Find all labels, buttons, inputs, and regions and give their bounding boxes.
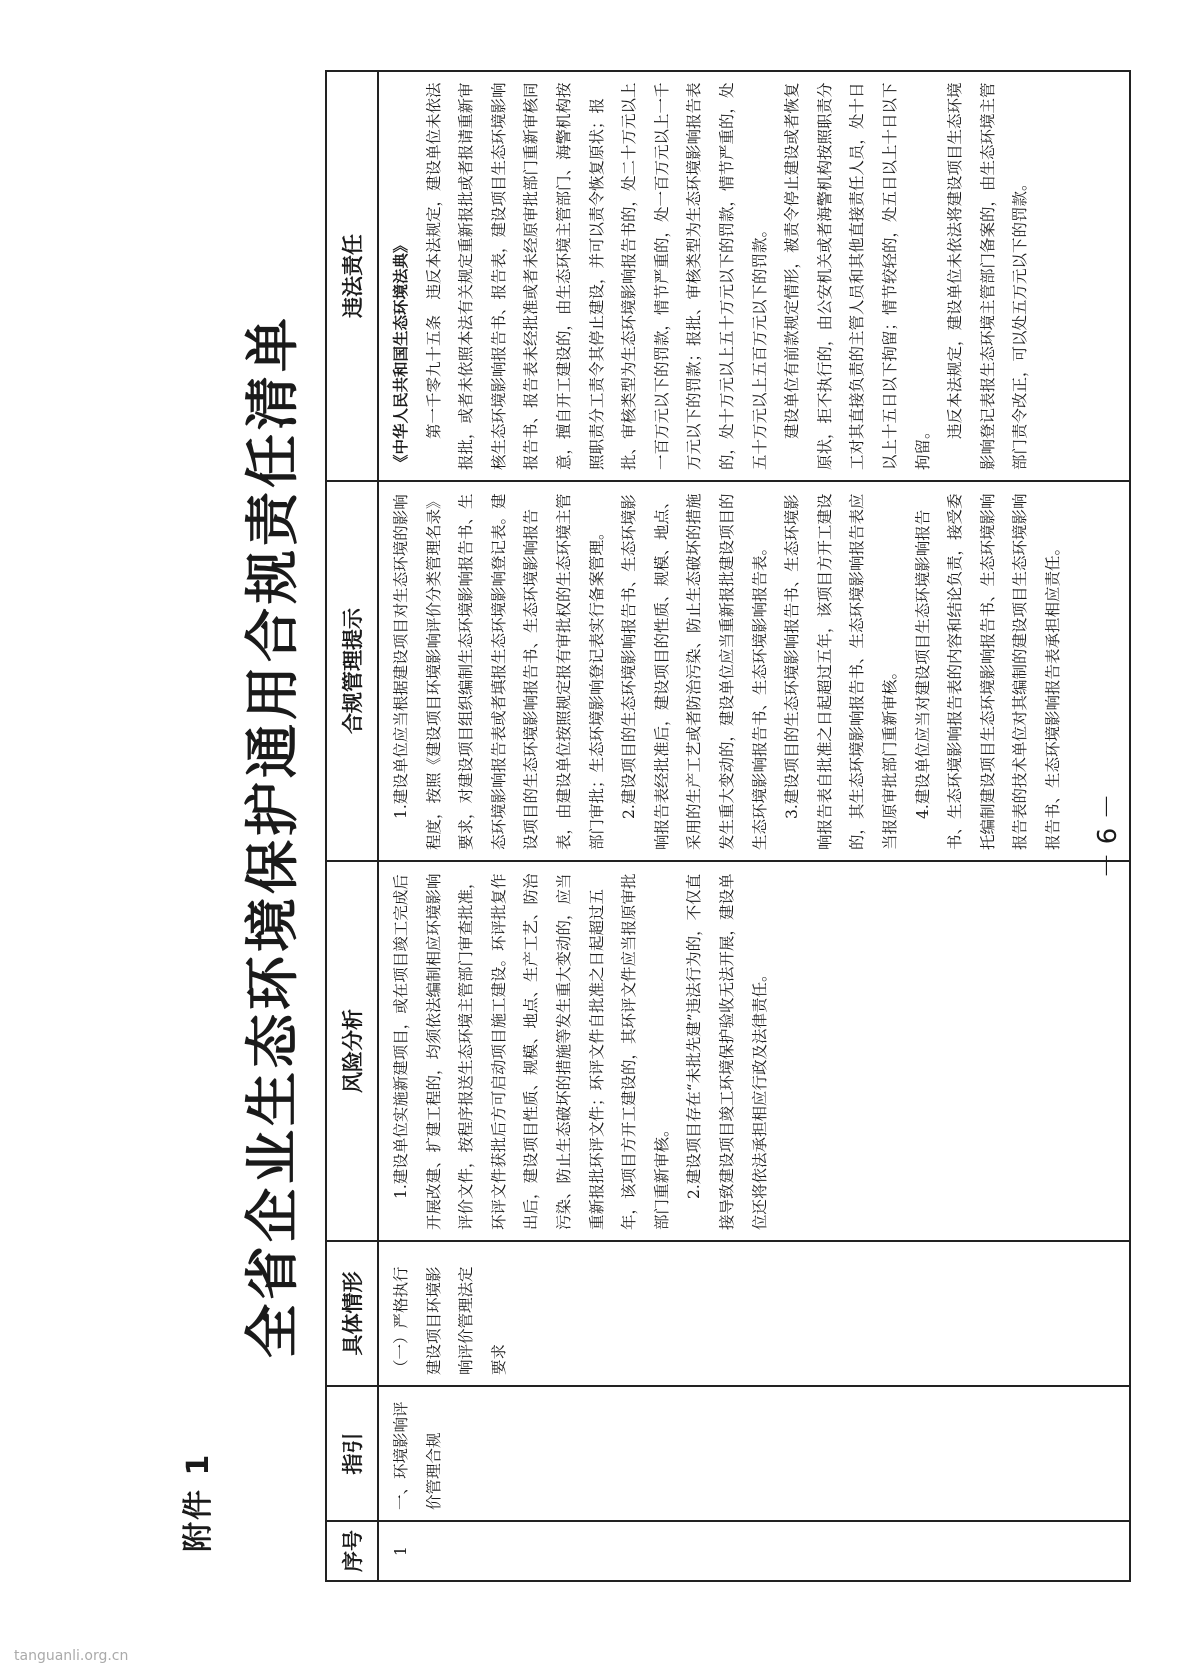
header-compliance: 合规管理提示 bbox=[326, 481, 378, 861]
compliance-paragraph: 3.建设项目的生态环境影响报告书、生态环境影响报告表自批准之日起超过五年，该项目方开工建设的，其生态环境影响报告书、生态环境影响报告表应当报原审批部门重新审核。 bbox=[783, 493, 899, 850]
header-risk: 风险分析 bbox=[326, 861, 378, 1241]
responsibility-table bbox=[325, 70, 1131, 1582]
watermark-text: tanguanli.org.cn bbox=[14, 1648, 129, 1664]
page-title: 全省企业生态环境保护通用合规责任清单 bbox=[240, 314, 304, 1358]
header-guide: 指引 bbox=[326, 1386, 378, 1521]
liability-paragraph: 违反本法规定，建设单位未依法将建设项目生态环境影响登记表报生态环境主管部门备案的，由生态环境主管部门责令改正，可以处五万元以下的罚款。 bbox=[946, 82, 1030, 470]
situation-text: （一）严格执行建设项目环境影响评价管理法定要求 bbox=[392, 1266, 508, 1375]
liability-paragraph: 建设单位有前款规定情形，被责令停止建设或者恢复原状，拒不执行的，由公安机关或者海警机构按照职责分工对其直接负责的主管人员和其他直接责任人员，处十日以上十五日以下拘留；情节较轻的，处五日以上十日以下拘留。 bbox=[783, 82, 932, 470]
situation-cell bbox=[378, 1241, 1130, 1386]
guide-text: 一、环境影响评价管理合规 bbox=[392, 1401, 443, 1510]
compliance-paragraph: 1.建设单位应当根据建设项目对生态环境的影响程度，按照《建设项目环境影响评价分类管理名录》要求，对建设项目组织编制生态环境影响报告书、生态环境影响报告表或者填报生态环境影响登记表。建设项目的生态环境影响报告书、生态环境影响报告表，由建设单位按照规定报有审批权的生态环境主管部门审批；生态环境影响登记表实行备案管理。 bbox=[392, 493, 606, 850]
liability-cell bbox=[378, 71, 1130, 481]
header-number: 序号 bbox=[326, 1521, 378, 1581]
guide-cell bbox=[378, 1386, 1130, 1521]
table-header-row bbox=[326, 71, 378, 1581]
row-number: 1 bbox=[378, 1521, 1130, 1581]
header-situation: 具体情形 bbox=[326, 1241, 378, 1386]
attachment-label: 附件 1 bbox=[181, 1452, 216, 1552]
law-name: 《中华人民共和国生态环境法典》 bbox=[391, 237, 410, 470]
compliance-cell bbox=[378, 481, 1130, 861]
liability-paragraph: 第一千零九十五条 违反本法规定，建设单位未依法报批，或者未依照本法有关规定重新报批或者报请重新审核生态环境影响报告书、报告表，建设项目生态环境影响报告书、报告表未经批准或者未经原审批部门重新审核同意，擅自开工建设的，由生态环境主管部门、海警机构按照职责分工责令其停止建设，并可以责令恢复原状；报批、审核类型为生态环境影响报告书的，处二十万元以上一百万元以下的罚款，情节严重的，处一百万元以上一千万元以下的罚款；报批、审核类型为生态环境影响报告表的，处十万元以上五十万元以下的罚款，情节严重的，处五十万元以上五百万元以下的罚款。 bbox=[424, 82, 769, 470]
compliance-paragraph: 4.建设单位应当对建设项目生态环境影响报告书、生态环境影响报告表的内容和结论负责，接受委托编制建设项目生态环境影响报告书、生态环境影响报告表的技术单位对其编制的建设项目生态环境影响报告书、生态环境影响报告表承担相应责任。 bbox=[913, 493, 1062, 850]
compliance-paragraph: 2.建设项目的生态环境影响报告书、生态环境影响报告表经批准后，建设项目的性质、规模、地点、采用的生产工艺或者防治污染、防止生态破坏的措施发生重大变动的，建设单位应当重新报批建设项目的生态环境影响报告书、生态环境影响报告表。 bbox=[620, 493, 769, 850]
risk-paragraph: 1.建设单位实施新建项目，或在项目竣工完成后开展改建、扩建工程的，均须依法编制相应环境影响评价文件，按程序报送生态环境主管部门审查批准，环评文件获批后方可启动项目施工建设。环评批复作出后，建设项目性质、规模、地点、生产工艺、防治污染、防止生态破坏的措施等发生重大变动的，应当重新报批环评文件；环评文件自批准之日起超过五年，该项目方开工建设的，其环评文件应当报原审批部门重新审核。 bbox=[392, 873, 671, 1230]
header-liability: 违法责任 bbox=[326, 71, 378, 481]
risk-paragraph: 2.建设项目存在“未批先建”违法行为的，不仅直接导致建设项目竣工环境保护验收无法开展，建设单位还将依法承担相应行政及法律责任。 bbox=[685, 873, 769, 1230]
page-number: － 6 － bbox=[1093, 793, 1123, 879]
rotated-document-page bbox=[25, 40, 1165, 1632]
table-row bbox=[378, 71, 1130, 1581]
risk-cell bbox=[378, 861, 1130, 1241]
